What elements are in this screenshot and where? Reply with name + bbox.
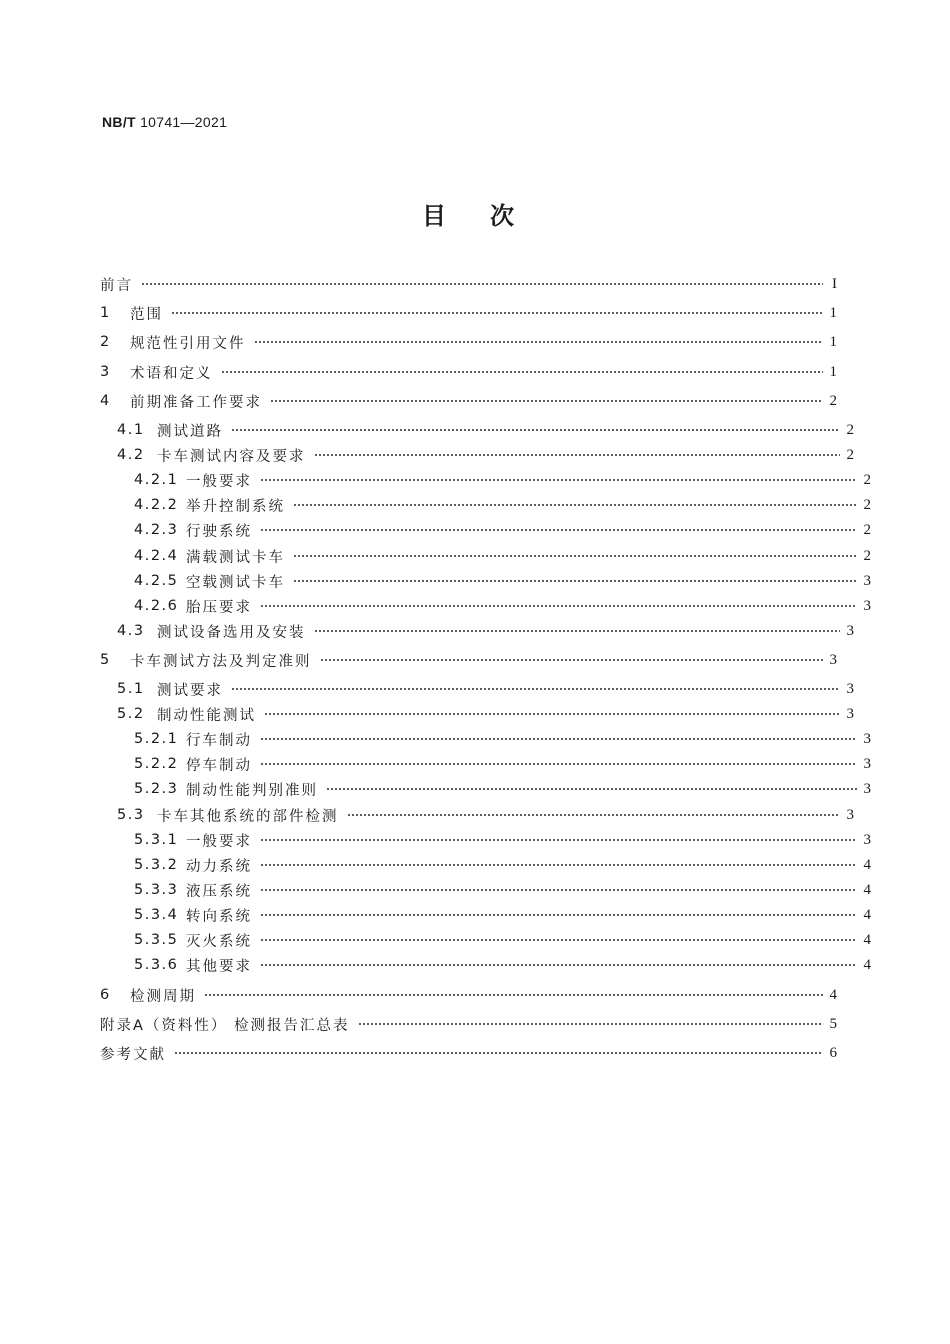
dot-leader xyxy=(358,1023,823,1025)
dot-leader xyxy=(260,914,857,916)
toc-entry[interactable] xyxy=(100,420,854,440)
toc-entry-title: 卡车测试内容及要求 xyxy=(157,448,306,465)
dot-leader xyxy=(260,479,857,481)
toc-entry-number: 1 xyxy=(100,305,111,321)
dot-leader xyxy=(260,738,857,740)
toc-entry-title: 卡车其他系统的部件检测 xyxy=(157,808,339,825)
toc-entry[interactable] xyxy=(100,855,871,875)
dot-leader xyxy=(260,839,857,841)
toc-entry-number: 4.2.5 xyxy=(134,573,179,589)
toc-entry-label xyxy=(100,1014,350,1035)
dot-leader xyxy=(260,605,857,607)
toc-entry-number: 5.3.3 xyxy=(134,882,179,898)
toc-entry-label xyxy=(100,332,246,353)
toc-entry[interactable] xyxy=(100,571,871,591)
toc-entry-number: 5 xyxy=(100,652,111,668)
toc-entry-number: 5.2.3 xyxy=(134,781,179,797)
page-title: 目次 xyxy=(422,202,558,230)
toc-entry-title: 术语和定义 xyxy=(130,365,213,382)
dot-leader xyxy=(174,1052,823,1054)
toc-entry-title: 范围 xyxy=(130,306,163,323)
toc-entry-number: 4.2.3 xyxy=(134,522,179,538)
toc-entry-label xyxy=(134,571,285,592)
toc-entry-label xyxy=(134,520,252,541)
toc-entry-label xyxy=(117,805,339,826)
dot-leader xyxy=(171,312,823,314)
dot-leader xyxy=(260,763,857,765)
toc-entry-title: 转向系统 xyxy=(186,908,252,925)
toc-entry-page: 2 xyxy=(863,547,871,564)
toc-entry[interactable] xyxy=(100,880,871,900)
toc-entry-page: 2 xyxy=(863,471,871,488)
toc-entry-number: 5.3.5 xyxy=(134,932,179,948)
toc-entry[interactable] xyxy=(100,1014,837,1034)
toc-entry-number: 4.2.1 xyxy=(134,472,179,488)
toc-entry-page: 2 xyxy=(846,421,854,438)
toc-entry-title: 动力系统 xyxy=(186,858,252,875)
dot-leader xyxy=(293,504,857,506)
toc-entry-title: 满载测试卡车 xyxy=(186,549,285,566)
toc-entry-title: 附录A（资料性） 检测报告汇总表 xyxy=(100,1017,350,1034)
toc-entry-page: 4 xyxy=(863,956,871,973)
toc-entry-page: 3 xyxy=(829,651,837,668)
toc-entry-page: 2 xyxy=(863,521,871,538)
toc-entry-label xyxy=(117,679,223,700)
toc-entry[interactable] xyxy=(100,985,837,1005)
dot-leader xyxy=(320,659,824,661)
toc-entry-title: 其他要求 xyxy=(186,958,252,975)
toc-entry[interactable] xyxy=(100,830,871,850)
dot-leader xyxy=(231,688,840,690)
toc-entry-number: 4.2 xyxy=(117,447,145,463)
toc-entry-label xyxy=(134,955,252,976)
dot-leader xyxy=(260,889,857,891)
toc-entry-page: 4 xyxy=(863,931,871,948)
dot-leader xyxy=(326,788,857,790)
toc-entry-number: 4.1 xyxy=(117,422,145,438)
toc-entry[interactable] xyxy=(100,274,837,294)
toc-entry-page: 4 xyxy=(863,906,871,923)
toc-entry-number: 2 xyxy=(100,334,111,350)
toc-entry-number: 4.2.2 xyxy=(134,497,179,513)
toc-entry-number: 5.1 xyxy=(117,681,145,697)
toc-entry-page: 2 xyxy=(829,392,837,409)
toc-entry-title: 卡车测试方法及判定准则 xyxy=(130,653,312,670)
toc-entry-title: 空载测试卡车 xyxy=(186,574,285,591)
toc-entry-title: 举升控制系统 xyxy=(186,498,285,515)
toc-entry-number: 5.3.6 xyxy=(134,957,179,973)
toc-entry-label xyxy=(134,905,252,926)
toc-entry-label xyxy=(117,445,306,466)
toc-entry-page: I xyxy=(832,275,837,292)
toc-entry-page: 4 xyxy=(863,856,871,873)
toc-entry-title: 测试要求 xyxy=(157,682,223,699)
toc-entry-label xyxy=(117,420,223,441)
toc-entry[interactable] xyxy=(100,729,871,749)
toc-entry-page: 3 xyxy=(846,680,854,697)
toc-entry-page: 3 xyxy=(863,572,871,589)
toc-entry-label xyxy=(134,880,252,901)
toc-entry-number: 4.3 xyxy=(117,623,145,639)
toc-entry-page: 3 xyxy=(846,705,854,722)
toc-entry-page: 4 xyxy=(829,986,837,1003)
dot-leader xyxy=(314,630,841,632)
toc-entry-page: 3 xyxy=(863,780,871,797)
toc-entry-page: 3 xyxy=(863,831,871,848)
toc-entry[interactable] xyxy=(100,546,871,566)
toc-entry-title: 检测周期 xyxy=(130,988,196,1005)
toc-entry[interactable] xyxy=(100,621,854,641)
dot-leader xyxy=(260,864,857,866)
toc-entry[interactable] xyxy=(100,779,871,799)
toc-entry-page: 3 xyxy=(863,755,871,772)
toc-entry-label xyxy=(100,391,262,412)
toc-entry-title: 测试设备选用及安装 xyxy=(157,624,306,641)
toc-entry[interactable] xyxy=(100,679,854,699)
toc-entry-number: 4 xyxy=(100,393,111,409)
dot-leader xyxy=(260,964,857,966)
toc-entry-page: 3 xyxy=(846,622,854,639)
toc-entry[interactable] xyxy=(100,805,854,825)
dot-leader xyxy=(264,713,840,715)
toc-entry-title: 一般要求 xyxy=(186,833,252,850)
toc-entry[interactable] xyxy=(100,445,854,465)
toc-entry-number: 5.3.4 xyxy=(134,907,179,923)
toc-entry-title: 测试道路 xyxy=(157,423,223,440)
toc-entry-number: 4.2.4 xyxy=(134,548,179,564)
toc-entry[interactable] xyxy=(100,520,871,540)
dot-leader xyxy=(204,994,823,996)
toc-entry-label xyxy=(100,650,312,671)
toc-entry-number: 5.2.2 xyxy=(134,756,179,772)
toc-entry[interactable] xyxy=(100,930,871,950)
toc-entry-page: 3 xyxy=(863,730,871,747)
toc-entry-title: 灭火系统 xyxy=(186,933,252,950)
toc-entry-label xyxy=(134,779,318,800)
toc-entry-page: 1 xyxy=(829,363,837,380)
toc-entry[interactable] xyxy=(100,955,871,975)
toc-entry-title: 前言 xyxy=(100,277,133,294)
standard-number: 10741—2021 xyxy=(140,114,228,130)
toc-entry[interactable] xyxy=(100,704,854,724)
toc-entry-label xyxy=(100,362,213,383)
toc-entry-label xyxy=(134,495,285,516)
dot-leader xyxy=(293,580,857,582)
toc-entry-label xyxy=(134,470,252,491)
toc-entry[interactable] xyxy=(100,332,837,352)
toc-entry-title: 规范性引用文件 xyxy=(130,335,246,352)
toc-entry-number: 5.2.1 xyxy=(134,731,179,747)
toc-entry-label xyxy=(100,303,163,324)
toc-entry-number: 3 xyxy=(100,364,111,380)
toc-entry-number: 4.2.6 xyxy=(134,598,179,614)
dot-leader xyxy=(141,283,823,285)
toc-entry-label xyxy=(134,754,252,775)
dot-leader xyxy=(293,555,857,557)
toc-entry[interactable] xyxy=(100,754,871,774)
dot-leader xyxy=(254,341,824,343)
toc-entry-label xyxy=(134,930,252,951)
toc-entry-title: 胎压要求 xyxy=(186,599,252,616)
dot-leader xyxy=(231,429,840,431)
dot-leader xyxy=(314,454,841,456)
toc-entry-page: 4 xyxy=(863,881,871,898)
toc-entry-number: 6 xyxy=(100,987,111,1003)
toc-entry[interactable] xyxy=(100,596,871,616)
toc-entry[interactable] xyxy=(100,470,871,490)
standard-code: NB/T xyxy=(102,114,136,130)
dot-leader xyxy=(260,939,857,941)
toc-entry-title: 制动性能测试 xyxy=(157,707,256,724)
dot-leader xyxy=(347,814,841,816)
toc-entry-page: 5 xyxy=(829,1015,837,1032)
toc-entry-number: 5.2 xyxy=(117,706,145,722)
toc-entry-number: 5.3 xyxy=(117,807,145,823)
toc-entry[interactable] xyxy=(100,650,837,670)
toc-entry-label xyxy=(100,985,196,1006)
toc-entry-title: 前期准备工作要求 xyxy=(130,394,262,411)
toc-entry-title: 行车制动 xyxy=(186,732,252,749)
toc-entry-label xyxy=(134,546,285,567)
toc-entry-page: 1 xyxy=(829,333,837,350)
toc-entry-title: 制动性能判别准则 xyxy=(186,782,318,799)
toc-entry-page: 2 xyxy=(863,496,871,513)
dot-leader xyxy=(270,400,823,402)
toc-entry-title: 液压系统 xyxy=(186,883,252,900)
toc-entry-label xyxy=(100,274,133,295)
toc-entry[interactable] xyxy=(100,362,837,382)
toc-entry-title: 参考文献 xyxy=(100,1046,166,1063)
toc-entry-label xyxy=(134,729,252,750)
toc-entry-title: 一般要求 xyxy=(186,473,252,490)
toc-entry[interactable] xyxy=(100,391,837,411)
toc-entry-label xyxy=(134,830,252,851)
toc-entry[interactable] xyxy=(100,303,837,323)
toc-entry-number: 5.3.2 xyxy=(134,857,179,873)
toc-entry[interactable] xyxy=(100,905,871,925)
dot-leader xyxy=(260,529,857,531)
toc-entry-label xyxy=(117,621,306,642)
toc-entry-label xyxy=(134,855,252,876)
toc-entry-label xyxy=(100,1043,166,1064)
toc-entry-page: 3 xyxy=(863,597,871,614)
dot-leader xyxy=(221,371,824,373)
toc-entry-page: 2 xyxy=(846,446,854,463)
toc-entry-label xyxy=(117,704,256,725)
toc-entry-page: 6 xyxy=(829,1044,837,1061)
toc-entry[interactable] xyxy=(100,495,871,515)
toc-entry[interactable] xyxy=(100,1043,837,1063)
toc-entry-page: 1 xyxy=(829,304,837,321)
toc-entry-number: 5.3.1 xyxy=(134,832,179,848)
toc-entry-page: 3 xyxy=(846,806,854,823)
toc-entry-title: 行驶系统 xyxy=(186,523,252,540)
toc-entry-title: 停车制动 xyxy=(186,757,252,774)
toc-entry-label xyxy=(134,596,252,617)
